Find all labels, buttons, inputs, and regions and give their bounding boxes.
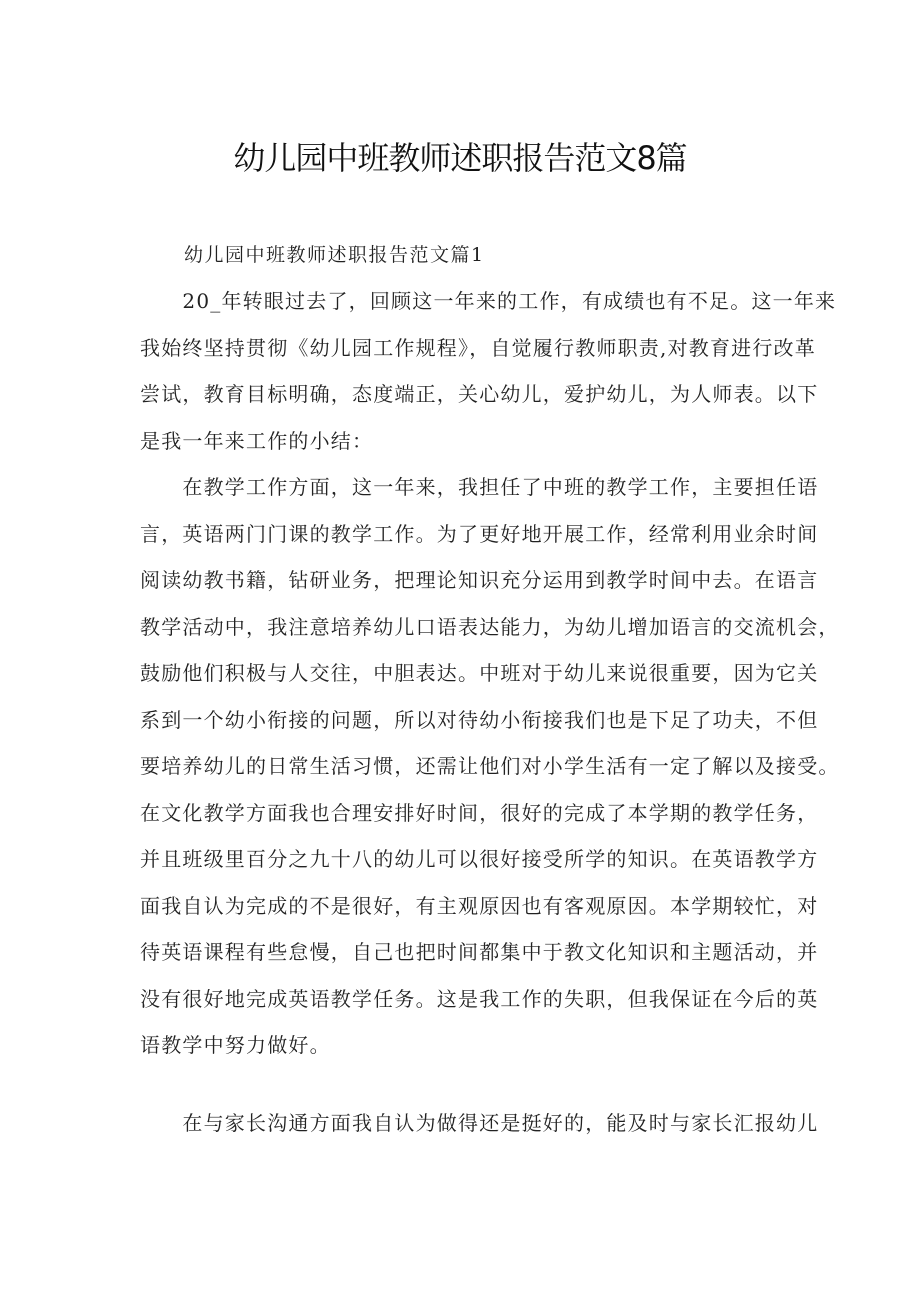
- paragraph-line: 在文化教学方面我也合理安排好时间，很好的完成了本学期的教学任务，: [140, 800, 819, 825]
- paragraph-2: [140, 464, 840, 1069]
- paragraph-line: 言，英语两门门课的教学工作。为了更好地开展工作，经常利用业余时间: [140, 521, 819, 546]
- section-heading: 幼儿园中班教师述职报告范文篇1: [184, 244, 485, 266]
- paragraph-line: 尝试，教育目标明确，态度端正，关心幼儿，爱护幼儿，为人师表。以下: [140, 382, 819, 406]
- paragraph-line: 语教学中努力做好。: [140, 1033, 331, 1057]
- paragraph-line: 阅读幼教书籍，钻研业务，把理论知识充分运用到教学时间中去。在语言: [140, 568, 819, 592]
- paragraph-line: 面我自认为完成的不是很好，有主观原因也有客观原因。本学期较忙，对: [140, 893, 819, 918]
- paragraph-line: 系到一个幼小衔接的问题，所以对待幼小衔接我们也是下足了功夫，不但: [140, 707, 819, 732]
- paragraph-line: 是我一年来工作的小结：: [140, 428, 374, 453]
- paragraph-line: 并且班级里百分之九十八的幼儿可以很好接受所学的知识。在英语教学方: [140, 847, 819, 871]
- paragraph-line: 待英语课程有些怠慢，自己也把时间都集中于教文化知识和主题活动，并: [140, 940, 819, 964]
- paragraph-3: [140, 1100, 819, 1147]
- paragraph-line: 教学活动中，我注意培养幼儿口语表达能力，为幼儿增加语言的交流机会，: [140, 614, 840, 639]
- paragraph-1: [140, 278, 837, 464]
- paragraph-line: 20_年转眼过去了，回顾这一年来的工作，有成绩也有不足。这一年来: [140, 289, 837, 313]
- paragraph-line: 要培养幼儿的日常生活习惯，还需让他们对小学生活有一定了解以及接受。: [140, 754, 840, 778]
- paragraph-line: 没有很好地完成英语教学任务。这是我工作的失职，但我保证在今后的英: [140, 986, 819, 1011]
- paragraph-line: 我始终坚持贯彻《幼儿园工作规程》，自觉履行教师职责,对教育进行改革: [140, 335, 816, 360]
- document-title: 幼儿园中班教师述职报告范文8篇: [233, 139, 687, 177]
- paragraph-line: 鼓励他们积极与人交往，中胆表达。中班对于幼儿来说很重要，因为它关: [140, 661, 819, 685]
- paragraph-line: 在与家长沟通方面我自认为做得还是挺好的，能及时与家长汇报幼儿: [140, 1111, 819, 1135]
- paragraph-line: 在教学工作方面，这一年来，我担任了中班的教学工作，主要担任语: [140, 475, 819, 499]
